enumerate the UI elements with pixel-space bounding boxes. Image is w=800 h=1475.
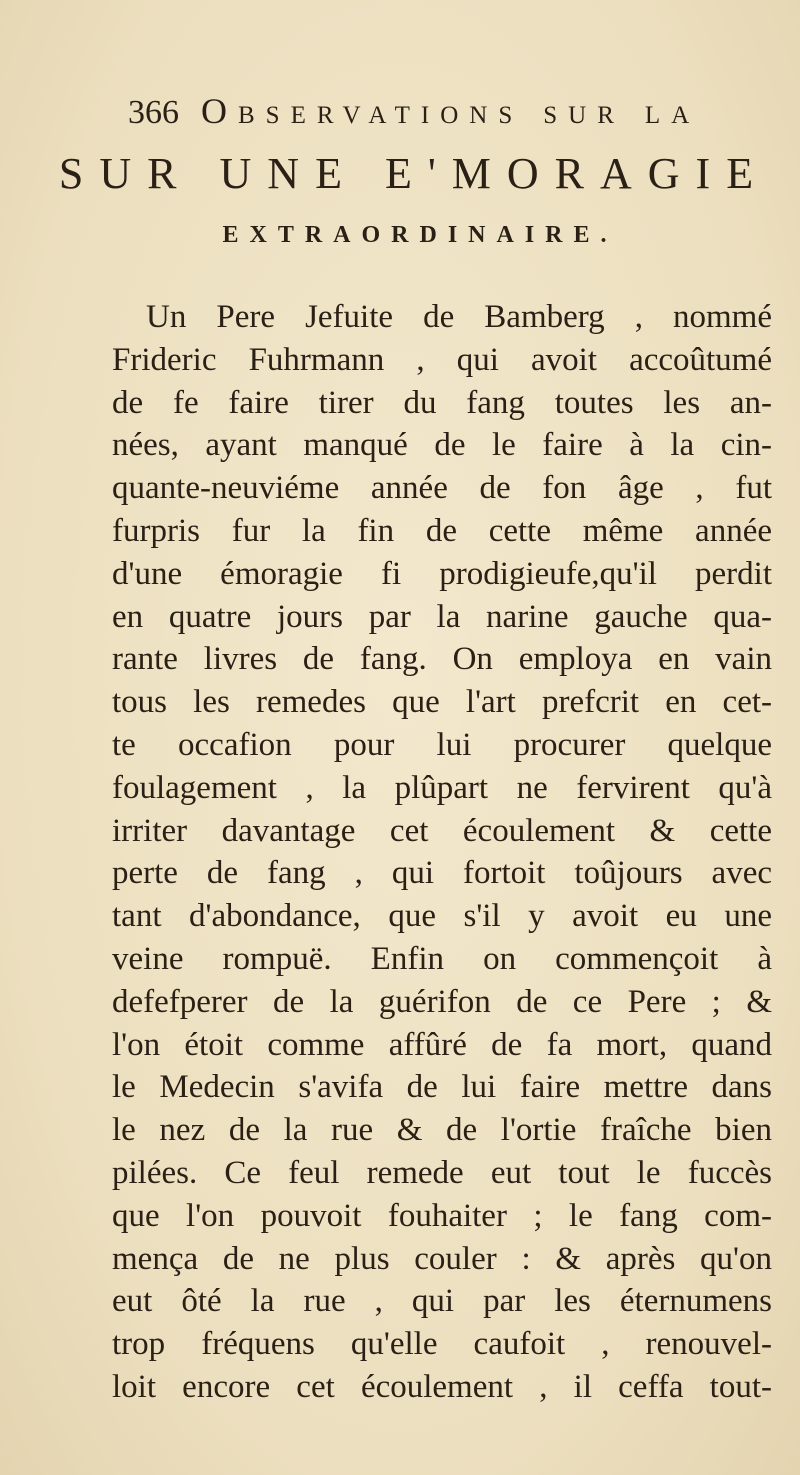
text-line: mença de ne plus couler : & après qu'on <box>112 1240 772 1277</box>
running-title: Observations sur la <box>201 91 701 131</box>
text-line: que l'on pouvoit fouhaiter ; le fang com- <box>112 1197 772 1234</box>
text-line: trop fréquens qu'elle caufoit , renouvel- <box>112 1326 772 1363</box>
text-line: d'une émoragie fi prodigieufe,qu'il perdit <box>112 555 772 592</box>
text-line: veine rompuë. Enfin on commençoit à <box>112 940 772 977</box>
text-line: te occafion pour lui procurer quelque <box>112 726 772 763</box>
section-heading: SUR UNE E'MORAGIE <box>58 149 770 198</box>
text-line: furpris fur la fin de cette même année <box>112 512 772 549</box>
text-line: defefperer de la guérifon de ce Pere ; & <box>112 983 772 1020</box>
text-line: tant d'abondance, que s'il y avoit eu une <box>112 898 772 935</box>
text-line: le nez de la rue & de l'ortie fraîche bien <box>112 1112 772 1149</box>
text-line: Un Pere Jefuite de Bamberg , nommé <box>146 299 772 335</box>
text-line: rante livres de fang. On employa en vain <box>112 641 772 678</box>
text-line: eut ôté la rue , qui par les éternumens <box>112 1283 772 1320</box>
text-line: en quatre jours par la narine gauche qua- <box>112 598 772 635</box>
page-number: 366 <box>128 94 179 131</box>
text-line: le Medecin s'avifa de lui faire mettre dans <box>112 1069 772 1106</box>
text-line: de fe faire tirer du fang toutes les an- <box>112 384 772 421</box>
text-line: irriter davantage cet écoulement & cette <box>112 812 772 849</box>
text-line: nées, ayant manqué de le faire à la cin- <box>112 427 772 464</box>
text-line: l'on étoit comme affûré de fa mort, quand <box>112 1026 772 1063</box>
running-head <box>128 90 748 132</box>
section-subheading: EXTRAORDINAIRE. <box>222 222 618 248</box>
text-line: perte de fang , qui fortoit toûjours avec <box>112 855 772 892</box>
text-line: pilées. Ce feul remede eut tout le fuccès <box>112 1154 772 1191</box>
text-line: loit encore cet écoulement , il ceffa tout- <box>112 1368 772 1405</box>
text-line: Frideric Fuhrmann , qui avoit accoûtumé <box>112 341 772 378</box>
text-line: quante-neuviéme année de fon âge , fut <box>112 470 772 507</box>
text-line: foulagement , la plûpart ne fervirent qu'à <box>112 769 772 806</box>
text-line: tous les remedes que l'art prefcrit en cet- <box>112 684 772 721</box>
body-paragraph <box>112 296 772 1409</box>
